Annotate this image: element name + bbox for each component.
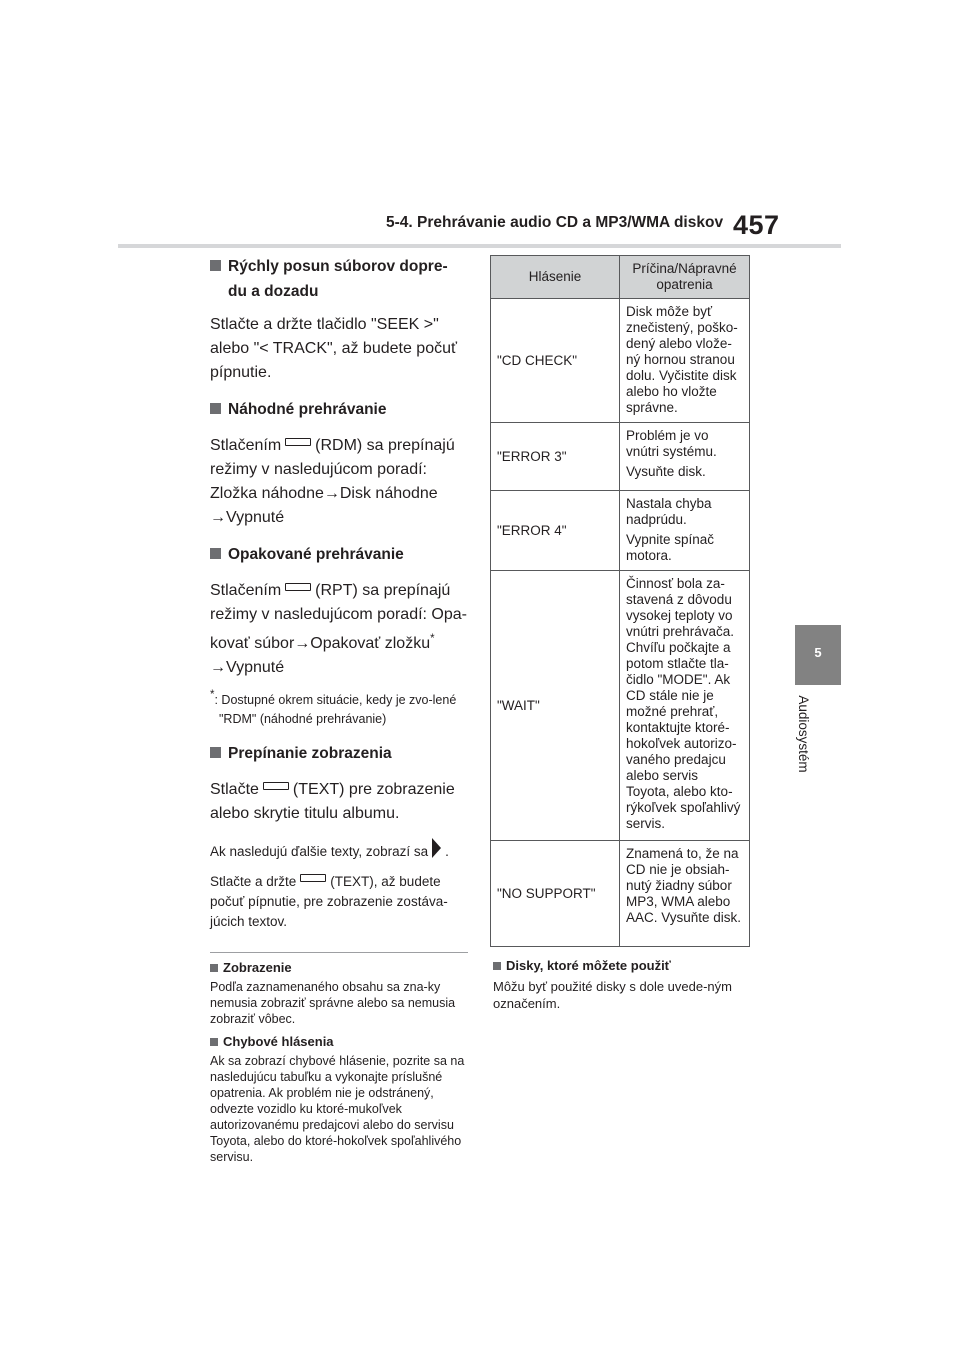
error-message-table bbox=[490, 255, 750, 947]
header-rule bbox=[118, 244, 841, 248]
heading-fast-seek: Rýchly posun súborov dopre- du a dozadu bbox=[210, 254, 468, 304]
table-header-row bbox=[491, 256, 750, 299]
heading-random-play: Náhodné prehrávanie bbox=[210, 397, 468, 422]
display-text: Podľa zaznamenaného obsahu sa zna-ky nemusia zobraziť správne alebo sa nemusia zobraziť vôbec. bbox=[210, 980, 456, 1026]
heading-repeat-play: Opakované prehrávanie bbox=[210, 542, 468, 567]
table-row bbox=[491, 841, 750, 947]
bullet-square-icon bbox=[493, 962, 501, 970]
section-title: 5-4. Prehrávanie audio CD a MP3/WMA diskov bbox=[386, 214, 724, 231]
cause-cell: Nastala chyba nadprúdu. Vypnite spínač motora. bbox=[620, 491, 750, 571]
bullet-square-icon bbox=[210, 403, 221, 414]
heading-display-switch: Prepínanie zobrazenia bbox=[210, 741, 468, 766]
button-symbol-icon bbox=[285, 438, 311, 446]
message-cell: "CD CHECK" bbox=[491, 299, 620, 423]
chevron-right-icon bbox=[432, 838, 441, 858]
fast-seek-text: Stlačte a držte tlačidlo "SEEK >" alebo "< TRACK", až budete počuť pípnutie. bbox=[210, 316, 457, 381]
cause-cell: Disk môže byť znečistený, poško-dený alebo vlože-ný hornou stranou dolu. Vyčistite disk alebo ho vložte správne. bbox=[620, 299, 750, 423]
message-cell: "ERROR 4" bbox=[491, 491, 620, 571]
more-text-note: Ak nasledujú ďalšie texty, zobrazí sa . bbox=[210, 838, 468, 862]
heading-display: Zobrazenie bbox=[210, 959, 468, 977]
bullet-square-icon bbox=[210, 747, 221, 758]
left-column bbox=[210, 254, 468, 1165]
cause-cell: Znamená to, že na CD nie je obsiah-nutý žiadny súbor MP3, WMA alebo AAC. Vysuňte disk. bbox=[620, 841, 750, 947]
bullet-square-icon bbox=[210, 1038, 218, 1046]
repeat-play-text: Stlačením (RPT) sa prepínajú režimy v nasledujúcom poradí: Opa-kovať súbor→Opakovať zložku* →Vypnuté bbox=[210, 582, 467, 676]
heading-error-messages: Chybové hlásenia bbox=[210, 1033, 468, 1051]
message-cell: "ERROR 3" bbox=[491, 423, 620, 491]
error-messages-text: Ak sa zobrazí chybové hlásenie, pozrite sa na nasledujúcu tabuľku a vykonajte príslušné opatrenia. Ak problém nie je odstránený, odvezte vozidlo ku ktoré-mukoľvek autorizovanému predajcovi alebo do servisu Toyota, alebo do ktoré-hokoľvek spoľahlivého servisu. bbox=[210, 1054, 465, 1164]
footnote-mark: * bbox=[430, 633, 435, 645]
page-number: 457 bbox=[733, 210, 780, 240]
message-cell: "WAIT" bbox=[491, 571, 620, 841]
table-header-cell: Príčina/Nápravné opatrenia bbox=[620, 256, 750, 299]
table-header-cell: Hlásenie bbox=[491, 256, 620, 299]
message-cell: "NO SUPPORT" bbox=[491, 841, 620, 947]
chapter-number: 5 bbox=[814, 645, 822, 660]
table-row bbox=[491, 491, 750, 571]
cause-cell: Činnosť bola za-stavená z dôvodu vysokej teploty vo vnútri prehrávača. Chvíľu počkajte a potom stlačte tla-čidlo "MODE". Ak CD stále nie je možné prehrať, kontaktujte ktoré-hokoľvek autorizo-vaného predajcu alebo servis Toyota, alebo kto-rýkoľvek spoľahlivý servis. bbox=[620, 571, 750, 841]
table-row bbox=[491, 571, 750, 841]
remaining-text-note: Stlačte a držte (TEXT), až budete počuť pípnutie, pre zobrazenie zostáva-júcich textov. bbox=[210, 874, 448, 929]
bullet-square-icon bbox=[210, 260, 221, 271]
table-row bbox=[491, 299, 750, 423]
chapter-label: Audiosystém bbox=[796, 695, 811, 773]
repeat-play-note: *: Dostupné okrem situácie, kedy je zvo-lené "RDM" (náhodné prehrávanie) bbox=[210, 689, 457, 726]
button-symbol-icon bbox=[285, 583, 311, 591]
cause-cell: Problém je vo vnútri systému. Vysuňte disk. bbox=[620, 423, 750, 491]
heading-usable-discs: Disky, ktoré môžete použiť bbox=[493, 957, 753, 975]
right-column bbox=[493, 957, 753, 1012]
table-row bbox=[491, 423, 750, 491]
button-symbol-icon bbox=[263, 782, 289, 790]
usable-discs-text: Môžu byť použité disky s dole uvede-ným označením. bbox=[493, 979, 732, 1011]
bullet-square-icon bbox=[210, 964, 218, 972]
random-play-text: Stlačením (RDM) sa prepínajú režimy v nasledujúcom poradí: Zložka náhodne→Disk náhodne →Vypnuté bbox=[210, 437, 455, 526]
section-divider bbox=[210, 952, 468, 953]
button-symbol-icon bbox=[300, 874, 326, 882]
display-switch-text: Stlačte (TEXT) pre zobrazenie alebo skrytie titulu albumu. bbox=[210, 781, 455, 822]
bullet-square-icon bbox=[210, 548, 221, 559]
